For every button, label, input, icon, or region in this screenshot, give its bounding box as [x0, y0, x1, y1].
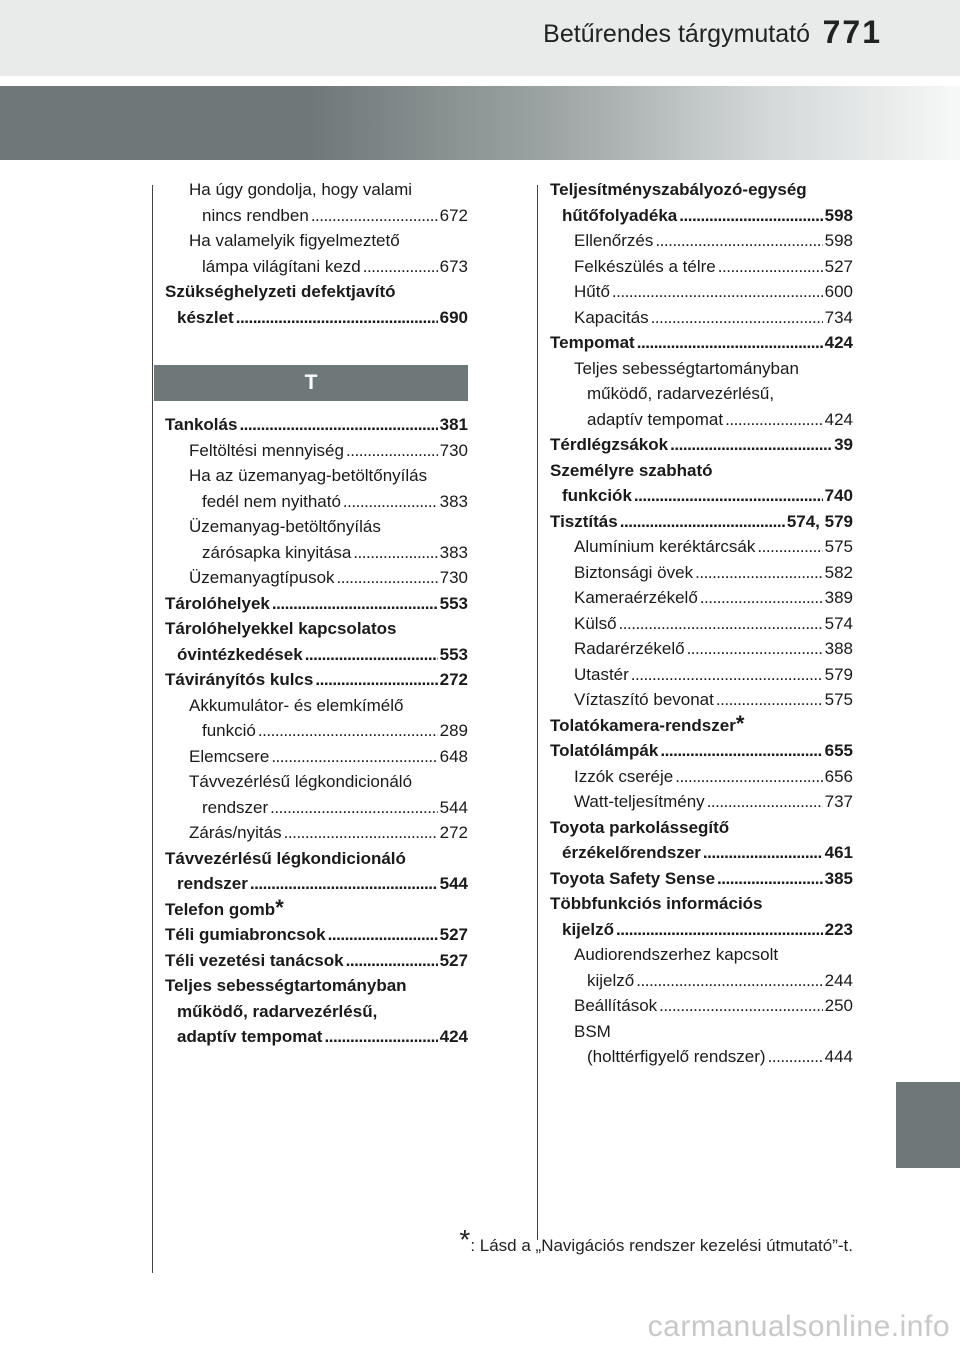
dot-leader [258, 718, 438, 744]
index-entry-line [165, 177, 468, 203]
page-reference[interactable]: 424 [824, 409, 853, 429]
page-reference[interactable]: 582 [824, 562, 853, 582]
index-entry-text: Kameraérzékelő [574, 588, 698, 607]
index-entry-line [165, 846, 468, 872]
dot-leader [619, 611, 823, 637]
index-entry-text: Tankolás [165, 415, 238, 434]
index-entry-text: Külső [574, 613, 617, 633]
index-entry-text: Személyre szabható [550, 460, 713, 480]
index-entry-text: Üzemanyagtípusok [189, 568, 335, 587]
page-reference[interactable]: 544 [439, 797, 468, 817]
page-reference[interactable]: 381 [439, 415, 468, 434]
index-column-right [550, 177, 853, 1070]
index-entry [550, 330, 853, 356]
page-reference[interactable]: 444 [824, 1047, 853, 1066]
index-entry-text: Tisztítás [550, 511, 618, 531]
index-entry [550, 636, 853, 662]
index-entry [550, 177, 853, 228]
index-entry-text: Zárás/nyitás [189, 823, 282, 842]
index-entry-text: Radarérzékelő [574, 639, 685, 658]
index-entry-text: Ha úgy gondolja, hogy valami [189, 180, 413, 199]
page-reference[interactable]: 385 [824, 868, 853, 888]
page-reference[interactable]: 461 [824, 843, 853, 862]
index-entry-text: lámpa világítani kezd [202, 256, 361, 276]
index-entry-line [165, 820, 468, 846]
dot-leader [620, 509, 785, 535]
index-entry-text: működő, radarvezérlésű, [177, 1001, 378, 1021]
page-reference[interactable]: 579 [824, 664, 853, 684]
index-entry-text: funkciók [562, 486, 632, 505]
index-entry-line [550, 636, 853, 662]
footnote [459, 1224, 853, 1256]
page-reference[interactable]: 250 [824, 996, 853, 1015]
page-reference[interactable]: 737 [824, 792, 853, 811]
section-letter-bar [154, 365, 468, 401]
dot-leader [725, 407, 823, 433]
page-reference[interactable]: 553 [439, 593, 468, 613]
page-reference[interactable]: 575 [824, 690, 853, 709]
index-entry-line [550, 891, 853, 917]
index-entry-text: adaptív tempomat [177, 1027, 323, 1046]
index-entry [165, 667, 468, 693]
index-entry-line [550, 560, 853, 586]
index-entry-text: Szükséghelyzeti defektjavító [165, 282, 396, 301]
dot-leader [616, 917, 823, 943]
index-entry [165, 616, 468, 667]
index-entry [550, 305, 853, 331]
page-reference[interactable]: 734 [824, 307, 853, 327]
page-reference[interactable]: 272 [439, 823, 468, 842]
index-entry-text: Téli gumiabroncsok [165, 925, 326, 944]
index-entry-line [550, 254, 853, 280]
index-entry [550, 356, 853, 433]
index-entry-line [550, 789, 853, 815]
index-entry [550, 764, 853, 790]
page-reference[interactable]: 424 [824, 333, 853, 352]
page-reference[interactable]: 223 [824, 919, 853, 939]
index-entry-text: BSM [574, 1021, 611, 1041]
page-reference[interactable]: 544 [439, 874, 468, 893]
dot-leader [346, 948, 438, 974]
dot-leader [311, 203, 438, 229]
dot-leader [660, 738, 822, 764]
index-entry [550, 585, 853, 611]
index-list-right [550, 177, 853, 1070]
index-list-left-top [165, 177, 468, 330]
index-entry-line [550, 203, 853, 229]
index-entry [550, 509, 853, 535]
dot-leader [695, 560, 823, 586]
index-entry-line [165, 744, 468, 770]
header-banner [0, 86, 960, 160]
index-entry-line [550, 687, 853, 713]
index-entry-text: Távvezérlésű légkondicionáló [165, 848, 406, 868]
dot-leader [271, 744, 437, 770]
index-entry-line [165, 489, 468, 515]
index-entry [550, 662, 853, 688]
dot-leader [284, 820, 438, 846]
column-divider-left [152, 185, 153, 1273]
index-entry [550, 560, 853, 586]
index-entry-line [165, 922, 468, 948]
index-entry-line: Telefon gomb * [165, 897, 468, 923]
index-entry-text: kijelző [562, 919, 614, 939]
dot-leader [651, 305, 823, 331]
index-entry-line [550, 585, 853, 611]
index-entry [165, 744, 468, 770]
index-entry [550, 611, 853, 637]
index-entry-text: Hűtő [574, 282, 610, 301]
page-reference[interactable]: 673 [439, 256, 468, 276]
index-entry-text: Távirányítós kulcs [165, 670, 314, 689]
footnote-text: : Lásd a „Navigációs rendszer kezelési útmutató”-t. [470, 1236, 853, 1255]
index-entry-text: Utastér [574, 664, 629, 684]
index-entry-line [165, 693, 468, 719]
index-entry [165, 846, 468, 897]
index-entry-line [550, 866, 853, 892]
index-entry [165, 565, 468, 591]
page-reference[interactable]: 730 [439, 568, 468, 587]
index-entry-text: Téli vezetési tanácsok [165, 950, 344, 970]
index-entry [165, 769, 468, 820]
index-entry [550, 1019, 853, 1070]
page-reference[interactable]: 424 [439, 1027, 468, 1046]
index-entry-text: Tolatólámpák [550, 741, 659, 760]
page-reference[interactable]: 598 [824, 231, 853, 250]
page-reference[interactable]: 600 [824, 282, 853, 301]
watermark: carmanualsonline.info [647, 1310, 950, 1343]
index-entry-text: Toyota Safety Sense [550, 868, 716, 888]
dot-leader [305, 642, 438, 668]
page-number: 771 [822, 14, 882, 50]
index-entry-text: Teljesítményszabályozó-egység [550, 180, 807, 199]
dot-leader [768, 1044, 823, 1070]
page-reference[interactable]: 527 [439, 950, 468, 970]
index-entry-line [550, 356, 853, 382]
index-entry-line [165, 514, 468, 540]
index-entry [165, 463, 468, 514]
index-entry [165, 177, 468, 228]
index-entry-text: kijelző [587, 970, 635, 990]
index-entry-text: Teljes sebességtartományban [165, 976, 407, 995]
index-entry-text: Telefon gomb [165, 899, 276, 919]
index-entry-text: Tárolóhelyek [165, 593, 270, 613]
index-entry-text: működő, radarvezérlésű, [587, 384, 775, 403]
index-entry-line [550, 611, 853, 637]
column-divider-middle [537, 185, 538, 1240]
index-entry-text: Ellenőrzés [574, 231, 654, 250]
index-entry [165, 279, 468, 330]
header-title: Betűrendes tárgymutató [543, 20, 810, 48]
dot-leader [328, 922, 438, 948]
index-entry-line [550, 917, 853, 943]
index-entry-line [550, 764, 853, 790]
dot-leader [346, 438, 438, 464]
index-entry [550, 993, 853, 1019]
index-entry-line [165, 591, 468, 617]
index-entry-line [165, 463, 468, 489]
index-entry-line [550, 968, 853, 994]
index-entry-line [165, 228, 468, 254]
index-entry-line [165, 1024, 468, 1050]
dot-leader [717, 866, 823, 892]
index-entry [550, 789, 853, 815]
dot-leader [687, 636, 823, 662]
index-column-left [165, 177, 468, 1050]
index-entry-line [550, 942, 853, 968]
index-entry-line [165, 871, 468, 897]
index-entry [165, 948, 468, 974]
index-entry [550, 458, 853, 509]
index-entry-line [165, 718, 468, 744]
index-entry [550, 254, 853, 280]
index-entry-text: Térdlégzsákok [550, 435, 669, 454]
index-entry-line [550, 1044, 853, 1070]
page-reference[interactable]: 574 [824, 613, 853, 633]
index-entry [550, 866, 853, 892]
index-entry [550, 432, 853, 458]
dot-leader [236, 305, 438, 331]
index-entry [550, 534, 853, 560]
index-entry-line [550, 279, 853, 305]
section-letter: T [304, 371, 318, 394]
index-entry-line [550, 483, 853, 509]
dot-leader [239, 412, 437, 438]
index-entry-text: Audiorendszerhez kapcsolt [574, 945, 779, 964]
index-entry-line [550, 381, 853, 407]
index-entry-line [550, 534, 853, 560]
index-entry [165, 438, 468, 464]
page-reference[interactable]: 383 [439, 491, 468, 511]
index-entry-line [550, 458, 853, 484]
index-entry-text: Izzók cseréje [574, 766, 674, 786]
index-entry [550, 815, 853, 866]
page-reference[interactable]: 39 [834, 435, 853, 454]
footnote-star: * [459, 1224, 471, 1255]
dot-leader [655, 228, 822, 254]
index-entry-line [165, 412, 468, 438]
page-reference[interactable]: 730 [439, 440, 468, 460]
page-reference[interactable]: 272 [439, 670, 468, 689]
index-entry [550, 687, 853, 713]
page-reference[interactable]: 574, 579 [786, 511, 853, 531]
index-entry-line [165, 565, 468, 591]
index-entry-line [550, 815, 853, 841]
index-entry-text: rendszer [177, 874, 248, 893]
index-entry-line [165, 279, 468, 305]
index-entry-line [165, 795, 468, 821]
index-entry [165, 514, 468, 565]
index-entry-line [550, 407, 853, 433]
index-entry-line [550, 228, 853, 254]
index-entry-text: hűtőfolyadéka [562, 205, 678, 225]
index-entry-line [550, 509, 853, 535]
page-reference[interactable]: 740 [824, 486, 853, 505]
index-entry-line [550, 1019, 853, 1045]
page-reference[interactable]: 527 [439, 925, 468, 944]
dot-leader [637, 330, 823, 356]
dot-leader [636, 968, 822, 994]
index-entry-line [165, 438, 468, 464]
page-reference[interactable]: 244 [824, 970, 853, 990]
page-reference[interactable]: 289 [439, 721, 468, 740]
index-entry-text: Üzemanyag-betöltőnyílás [189, 517, 381, 536]
dot-leader [353, 540, 437, 566]
dot-leader [659, 993, 822, 1019]
index-entry-text: Elemcsere [189, 746, 270, 766]
dot-leader [679, 203, 822, 229]
page-reference[interactable]: 690 [439, 307, 468, 327]
index-entry-text: Tárolóhelyekkel kapcsolatos [165, 619, 397, 638]
dot-leader [272, 591, 438, 617]
page-reference[interactable]: 389 [824, 588, 853, 607]
index-entry-text: Távvezérlésű légkondicionáló [189, 772, 413, 791]
page-reference[interactable]: 553 [439, 644, 468, 664]
index-entry-text: Feltöltési mennyiség [189, 440, 344, 460]
index-entry-text: érzékelőrendszer [562, 843, 701, 862]
index-entry-text: nincs rendben [202, 205, 309, 225]
index-entry-text: Teljes sebességtartományban [574, 358, 799, 378]
index-entry-text: óvintézkedések [177, 644, 303, 664]
index-entry-text: Kapacitás [574, 307, 649, 327]
page-reference[interactable]: 655 [824, 741, 853, 760]
index-entry [550, 738, 853, 764]
page-reference[interactable]: 656 [824, 766, 853, 786]
index-entry-text: (holttérfigyelő rendszer) [587, 1047, 766, 1066]
dot-leader [670, 432, 832, 458]
index-entry-text: Toyota parkolássegítő [550, 817, 730, 837]
page-reference[interactable]: 648 [439, 746, 468, 766]
dot-leader [315, 667, 437, 693]
dot-leader [343, 489, 438, 515]
index-entry-text: Többfunkciós információs [550, 894, 763, 913]
index-entry-text: készlet [177, 307, 234, 327]
index-entry [165, 412, 468, 438]
dot-leader [703, 840, 823, 866]
index-entry [550, 710, 853, 739]
index-entry-line [165, 973, 468, 999]
index-entry-text: Biztonsági övek [574, 562, 694, 582]
dot-leader [363, 254, 438, 280]
index-entry-text: Beállítások [574, 996, 658, 1015]
index-entry-line [550, 330, 853, 356]
index-entry-text: Watt-teljesítmény [574, 792, 705, 811]
index-entry-line [165, 642, 468, 668]
page-reference[interactable]: 598 [824, 205, 853, 225]
index-entry-line [165, 999, 468, 1025]
index-entry [165, 228, 468, 279]
index-entry [165, 973, 468, 1050]
index-entry [165, 922, 468, 948]
page-reference[interactable]: 388 [824, 639, 853, 658]
index-entry-text: Ha valamelyik figyelmeztető [189, 231, 400, 250]
dot-leader [324, 1024, 437, 1050]
dot-leader [634, 483, 823, 509]
page-reference[interactable]: 672 [439, 205, 468, 225]
index-entry-line [550, 177, 853, 203]
index-entry-text: zárósapka kinyitása [202, 542, 352, 562]
dot-leader [612, 279, 823, 305]
dot-leader [707, 789, 823, 815]
dot-leader [270, 795, 437, 821]
index-entry-text: rendszer [202, 797, 269, 817]
dot-leader [757, 534, 822, 560]
index-entry-text: fedél nem nyitható [202, 491, 341, 511]
index-entry-text: Alumínium keréktárcsák [574, 537, 756, 556]
index-entry-text: Felkészülés a télre [574, 256, 716, 276]
index-entry [550, 942, 853, 993]
index-entry-text: Tempomat [550, 333, 635, 352]
index-entry-line: Tolatókamera-rendszer * [550, 713, 853, 739]
page-reference[interactable]: 575 [824, 537, 853, 556]
chapter-side-tab[interactable] [896, 1082, 960, 1168]
page-reference[interactable]: 383 [439, 542, 468, 562]
index-entry-line [550, 993, 853, 1019]
index-entry-text: Víztaszító bevonat [574, 690, 714, 709]
top-header-bar [0, 0, 960, 76]
dot-leader [250, 871, 438, 897]
index-entry-line [165, 254, 468, 280]
index-entry [165, 591, 468, 617]
index-entry-text: Tolatókamera-rendszer [550, 715, 736, 735]
index-entry-line [165, 616, 468, 642]
index-entry [165, 894, 468, 923]
index-entry-text: adaptív tempomat [587, 409, 724, 429]
dot-leader [718, 254, 823, 280]
index-entry-line [550, 432, 853, 458]
index-entry-line [550, 662, 853, 688]
index-entry [550, 228, 853, 254]
dot-leader [631, 662, 823, 688]
index-entry [165, 693, 468, 744]
index-entry-line [165, 948, 468, 974]
index-entry [165, 820, 468, 846]
index-entry-line [165, 203, 468, 229]
index-entry [550, 891, 853, 942]
dot-leader [675, 764, 822, 790]
index-entry-line [165, 540, 468, 566]
index-entry-line [550, 738, 853, 764]
page-reference[interactable]: 527 [824, 256, 853, 276]
index-entry-text: Akkumulátor- és elemkímélő [189, 695, 404, 715]
index-list-left-bottom [165, 412, 468, 1050]
index-entry-line [550, 305, 853, 331]
dot-leader [716, 687, 823, 713]
index-entry-line [165, 667, 468, 693]
index-entry [550, 279, 853, 305]
index-entry-line [550, 840, 853, 866]
index-entry-line [165, 769, 468, 795]
index-entry-text: funkció [202, 721, 256, 740]
dot-leader [700, 585, 823, 611]
index-entry-text: Ha az üzemanyag-betöltőnyílás [189, 466, 428, 485]
dot-leader [337, 565, 438, 591]
index-entry-line [165, 305, 468, 331]
